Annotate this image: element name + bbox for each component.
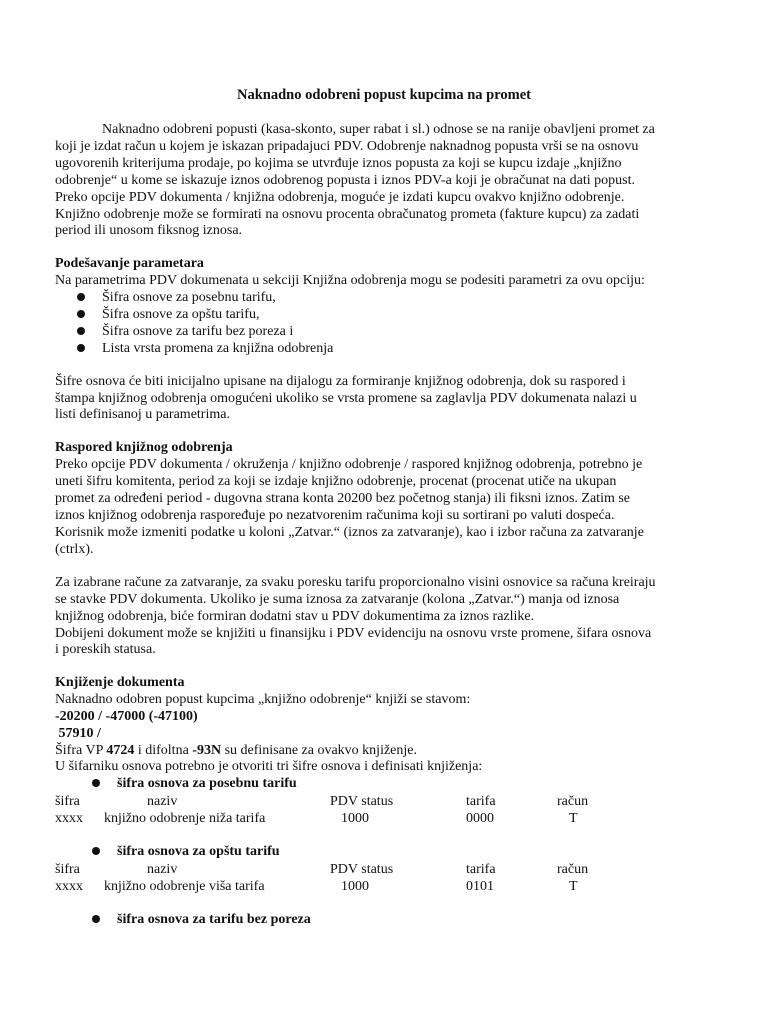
table-header-pdv-status: PDV status: [330, 794, 394, 809]
vp-text: Šifra VP: [55, 743, 107, 758]
table-header-racun: račun: [557, 862, 589, 877]
paragraph-line: Šifre osnova će biti inicijalno upisane na dijalogu za formiranje knjižnog odobrenja, dok su raspored i: [55, 374, 626, 389]
table-cell-racun: T: [569, 879, 578, 894]
intro-line: period ili unosom fiksnog iznosa.: [55, 223, 243, 238]
paragraph-line: i poreskih statusa.: [55, 642, 156, 657]
vp-text: su definisane za ovakvo knjiženje.: [221, 743, 417, 758]
group-title: šifra osnova za opštu tarifu: [117, 844, 280, 859]
table-cell-tarifa: 0101: [466, 879, 494, 894]
bullet-icon: [77, 293, 85, 301]
paragraph-line: (ctrlx).: [55, 542, 94, 557]
bullet-item: Šifra osnove za posebnu tarifu,: [102, 290, 276, 305]
vp-default-code: -93N: [192, 743, 222, 758]
table-cell-naziv: knjižno odobrenje niža tarifa: [104, 811, 266, 826]
table-header-tarifa: tarifa: [466, 794, 496, 809]
table-header-sifra: šifra: [55, 794, 80, 809]
paragraph-line: Dobijeni dokument može se knjižiti u finansijku i PDV evidenciju na osnovu vrste promene, šifara osnova: [55, 626, 652, 641]
group-title: šifra osnova za posebnu tarifu: [117, 776, 297, 791]
bullet-item: Šifra osnove za tarifu bez poreza i: [102, 324, 294, 339]
intro-line: ugovorenih kriterijuma prodaje, po kojima se utvrđuje iznos popusta za koji se kupcu izdaje „knjižno: [55, 156, 622, 171]
section-heading-parameters: Podešavanje parametara: [55, 256, 204, 271]
paragraph-line: Za izabrane račune za zatvaranje, za svaku poresku tarifu proporcionalno visini osnovice sa računa kreiraju: [55, 575, 656, 590]
bullet-icon: [92, 915, 100, 923]
paragraph-line: Korisnik može izmeniti podatke u koloni „Zatvar.“ (iznos za zatvaranje), kao i izbor računa za zatvaranje: [55, 525, 644, 540]
paragraph-line: knjižnog odobrenja, biće formiran dodatni stav u PDV dokumentima za iznos razlike.: [55, 609, 535, 624]
table-header-sifra: šifra: [55, 862, 80, 877]
table-header-naziv: naziv: [147, 794, 178, 809]
intro-line: koji je izdat račun u kojem je iskazan pripadajuci PDV. Odobrenje naknadnog popusta vrši se na osnovu: [55, 139, 639, 154]
paragraph-line: se stavke PDV dokumenta. Ukoliko je suma iznosa za zatvaranje (kolona „Zatvar.“) manja od iznosa: [55, 592, 620, 607]
vp-sentence: [55, 742, 417, 759]
bullet-icon: [77, 327, 85, 335]
bullet-icon: [77, 310, 85, 318]
section-lead: Na parametrima PDV dokumenata u sekciji Knjižna odobrenja mogu se podesiti parametri za ovu opciju:: [55, 273, 645, 288]
vp-text: i difoltna: [134, 743, 193, 758]
paragraph-line: uneti šifru komitenta, period za koji se izdaje knjižno odobrenje, procenat (procenat utiče na ukupan: [55, 474, 617, 489]
bullet-item: Lista vrsta promena za knjižna odobrenja: [102, 341, 334, 356]
intro-line: Knjižno odobrenje može se formirati na osnovu procenta obračunatog prometa (fakture kupcu) za zadati: [55, 207, 640, 222]
paragraph-line: Preko opcije PDV dokumenta / okruženja / knjižno odobrenje / raspored knjižnog odobrenja, potrebno je: [55, 457, 643, 472]
vp-code: 4724: [106, 743, 135, 758]
table-cell-tarifa: 0000: [466, 811, 494, 826]
bullet-icon: [92, 779, 100, 787]
table-cell-sifra: xxxx: [55, 879, 83, 894]
paragraph-line: U šifarniku osnova potrebno je otvoriti tri šifre osnova i definisati knjiženja:: [55, 759, 483, 774]
intro-line: Preko opcije PDV dokumenta / knjižna odobrenja, moguće je izdati kupcu ovakvo knjižno odobrenje.: [55, 190, 625, 205]
table-header-naziv: naziv: [147, 862, 178, 877]
section-heading-schedule: Raspored knjižnog odobrenja: [55, 440, 233, 455]
bullet-icon: [77, 344, 85, 352]
paragraph-line: štampa knjižnog odobrenja omogućeni ukoliko se vrsta promene sa zaglavlja PDV dokumenata nalazi u: [55, 391, 637, 406]
paragraph-line: listi definisanoj u parametrima.: [55, 407, 230, 422]
paragraph-line: iznos knjižnog odobrenja raspoređuje po nezatvorenim računima koji su sortirani po valuti dospeća.: [55, 508, 615, 523]
table-cell-pdv-status: 1000: [341, 811, 369, 826]
bullet-icon: [92, 847, 100, 855]
document-title: Naknadno odobreni popust kupcima na promet: [237, 87, 531, 103]
table-cell-naziv: knjižno odobrenje viša tarifa: [104, 879, 265, 894]
table-header-racun: račun: [557, 794, 589, 809]
account-entry: -20200 / -47000 (-47100): [55, 709, 198, 724]
intro-line: Naknadno odobreni popusti (kasa-skonto, super rabat i sl.) odnose se na ranije obavljeni promet za: [102, 122, 655, 137]
table-header-tarifa: tarifa: [466, 862, 496, 877]
table-cell-racun: T: [569, 811, 578, 826]
table-cell-pdv-status: 1000: [341, 879, 369, 894]
intro-line: odobrenje“ u kome se iskazuje iznos odobrenog popusta i iznos PDV-a koji je obračunat na dati popust.: [55, 173, 635, 188]
table-cell-sifra: xxxx: [55, 811, 83, 826]
account-entry: 57910 /: [55, 726, 101, 741]
table-header-pdv-status: PDV status: [330, 862, 394, 877]
paragraph-line: promet za određeni period - dugovna strana konta 20200 bez početnog stanja) ili fiksni iznos. Zatim se: [55, 491, 631, 506]
section-lead: Naknadno odobren popust kupcima „knjižno odobrenje“ knjiži se stavom:: [55, 692, 471, 707]
bullet-item: Šifra osnove za opštu tarifu,: [102, 307, 260, 322]
section-heading-posting: Knjiženje dokumenta: [55, 675, 185, 690]
group-title: šifra osnova za tarifu bez poreza: [117, 912, 311, 927]
